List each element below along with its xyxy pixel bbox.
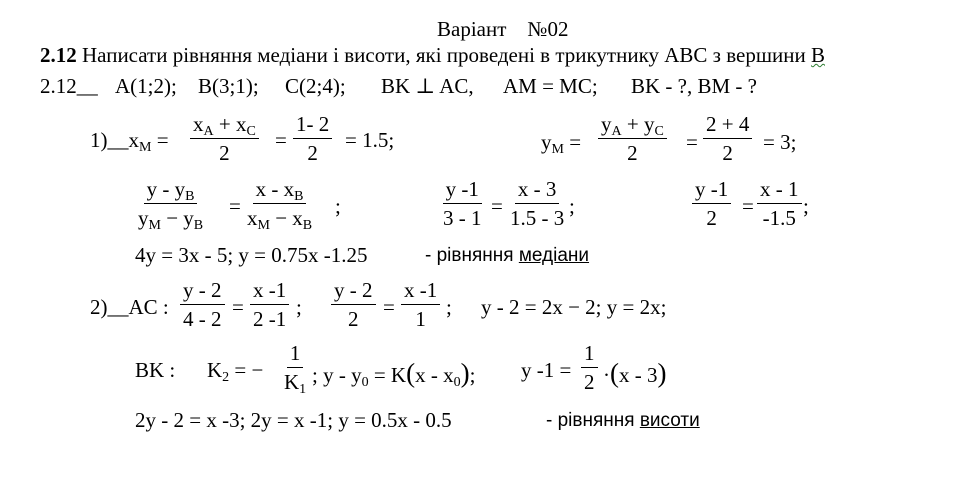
median-eq3-rhs-num: x - 1 [757, 179, 802, 204]
ac-frac2-den: 2 -1 [253, 307, 287, 331]
height-label-pre: - рівняння [546, 410, 640, 431]
median-eq2-rhs-den: 1.5 - 3 [510, 206, 565, 230]
ya-sub: A [611, 124, 622, 139]
sub-b: B [302, 218, 313, 233]
median-eq3-rhs-den: -1.5 [762, 206, 796, 230]
median-eq2-lhs-num: y -1 [443, 179, 482, 204]
xm-fraction-num: $x_A + x_C$ [190, 114, 259, 139]
median-eq2-rhs [507, 179, 567, 229]
problem-text: Написати рівняння медіани і висоти, які проведені в трикутнику АВС з вершини [82, 43, 811, 67]
ym-sub: M [551, 142, 564, 157]
median-lhs-num-text: y - y [146, 177, 186, 201]
xa-sub: A [203, 124, 214, 139]
bk-point-slope [312, 358, 476, 390]
xm-numeric-num: 1- 2 [293, 114, 332, 139]
perpendicular-condition: BK ⊥ AC, [381, 74, 474, 98]
ac-frac3-den: 2 [348, 307, 359, 331]
bk-label: BK : [135, 358, 176, 382]
paren-close: ) [657, 358, 667, 388]
ym-fraction-den: 2 [627, 141, 638, 165]
bk-point-c: ; [469, 363, 476, 387]
eq-sign: = [742, 194, 754, 218]
ym-fraction-num: $y_A + y_C$ [598, 114, 667, 139]
find-unknowns: BK - ?, BM - ? [631, 74, 757, 98]
ac-label: AC : [128, 295, 169, 319]
median-line-rhs [244, 177, 315, 233]
median-eq2-lhs [440, 179, 485, 229]
median-eq3-lhs-num: y -1 [692, 179, 731, 204]
step1-label-text: 1)__ [90, 128, 129, 152]
median-label [425, 246, 589, 265]
ac-frac3 [331, 280, 376, 330]
bk-point-x: x - x [415, 363, 454, 387]
median-condition: AM = MC; [503, 74, 598, 98]
xm-numeric-fraction [293, 114, 332, 164]
bk-slope-den-sub: 1 [299, 382, 307, 397]
point-c: C(2;4); [285, 74, 346, 98]
step2-label [90, 297, 169, 318]
problem-statement [40, 45, 825, 66]
ac-result: y - 2 = 2x − 2; y = 2x; [481, 295, 667, 319]
point-a: A(1;2); [115, 74, 177, 98]
eq-sign: = [686, 130, 698, 154]
bk-line-lhs: y -1 = [521, 358, 572, 382]
bk-slope-num: 1 [287, 343, 304, 368]
ac-frac1-num: y - 2 [180, 280, 225, 305]
given-line [40, 76, 98, 97]
ym-numeric-num: 2 + 4 [703, 114, 752, 139]
median-eq3-lhs-den: 2 [706, 206, 717, 230]
semicolon: ; [296, 295, 302, 319]
eq-sign: = [232, 295, 244, 319]
paren-close: ) [460, 358, 470, 388]
median-line-rhs-den: $x_M - x_B$ [247, 206, 313, 233]
bk-half-num: 1 [581, 343, 598, 368]
bk-line-rhs [603, 360, 667, 387]
bk-point-a: ; y - y [312, 363, 362, 387]
bk-half-fraction [581, 343, 598, 393]
ac-frac1 [180, 280, 225, 330]
median-line-lhs-den: $y_M - y_B$ [138, 206, 204, 233]
problem-number: 2.12 [40, 43, 77, 67]
variant-number: №02 [527, 17, 569, 41]
bk-k2-sub: 2 [222, 370, 230, 385]
ac-frac1-den: 4 - 2 [183, 307, 222, 331]
given-blank: __ [76, 74, 98, 98]
step2-label-text: 2)__ [90, 295, 129, 319]
sub-m: M [148, 218, 161, 233]
median-label-pre: - рівняння [425, 245, 519, 266]
variant-title [437, 19, 568, 40]
height-label [546, 411, 700, 430]
bk-k2-letter: K [207, 358, 223, 382]
xm-sub: M [139, 140, 152, 155]
bk-half-den: 2 [584, 370, 595, 394]
sub-b: B [185, 189, 195, 204]
xm-numeric-den: 2 [307, 141, 318, 165]
ym-numeric-den: 2 [722, 141, 733, 165]
paren-open: ( [610, 358, 619, 388]
ac-frac4-num: x -1 [401, 280, 440, 305]
median-eq3-lhs [692, 179, 731, 229]
eq-sign: = [229, 194, 241, 218]
median-equation: 4y = 3x - 5; y = 0.75x -1.25 [135, 243, 368, 267]
bk-point-b: = K [368, 363, 407, 387]
xm-result: = 1.5; [345, 128, 395, 152]
paren-open: ( [406, 358, 416, 388]
ym-numeric-fraction [703, 114, 752, 164]
sub-m: M [257, 218, 270, 233]
ac-frac2-num: x -1 [250, 280, 289, 305]
bk-slope-fraction [281, 341, 309, 397]
ym-fraction [598, 114, 667, 164]
point-b: B(3;1); [198, 74, 259, 98]
yc-sub: C [654, 124, 664, 139]
height-equation: 2y - 2 = x -3; 2y = x -1; y = 0.5x - 0.5 [135, 408, 452, 432]
median-eq2-rhs-num: x - 3 [515, 179, 560, 204]
bk-slope-den-k: K [284, 370, 300, 394]
semicolon: ; [569, 194, 575, 218]
xm-fraction-den: 2 [219, 141, 230, 165]
bk-dot: · [603, 363, 610, 387]
ac-frac3-num: y - 2 [331, 280, 376, 305]
bk-eq-minus: = − [234, 358, 264, 382]
xc-sub: C [246, 124, 256, 139]
semicolon: ; [446, 295, 452, 319]
variant-label: Варіант [437, 17, 507, 41]
ac-frac2 [250, 280, 289, 330]
ym-lhs: $y_M$ = [541, 130, 582, 157]
bk-slope-den [281, 368, 309, 397]
bk-line-rhs-expr: x - 3 [619, 363, 658, 387]
semicolon: ; [335, 194, 341, 218]
median-line-rhs-num [253, 179, 307, 204]
median-label-word: медіани [518, 245, 590, 266]
median-line-lhs-num [144, 179, 198, 204]
semicolon: ; [803, 194, 809, 218]
step1-label: $1)\_\_x_M$ = [90, 128, 169, 155]
ac-frac4 [401, 280, 440, 330]
sub-b: B [294, 189, 304, 204]
problem-text-last: В [810, 43, 825, 67]
bk-sub0: 0 [361, 375, 369, 390]
sub-b: B [193, 218, 204, 233]
median-rhs-num-text: x - x [255, 177, 295, 201]
median-eq3-rhs [757, 179, 802, 229]
median-line-lhs [135, 177, 206, 233]
bk-k2 [207, 358, 264, 385]
height-label-word: висоти [639, 410, 700, 431]
eq-sign: = [383, 295, 395, 319]
eq-sign: = [491, 194, 503, 218]
given-number: 2.12 [40, 74, 77, 98]
eq-sign: = [275, 128, 287, 152]
median-eq2-lhs-den: 3 - 1 [443, 206, 482, 230]
ym-result: = 3; [763, 130, 797, 154]
bk-sub0: 0 [453, 375, 461, 390]
xm-fraction [190, 114, 259, 164]
ac-frac4-den: 1 [415, 307, 426, 331]
